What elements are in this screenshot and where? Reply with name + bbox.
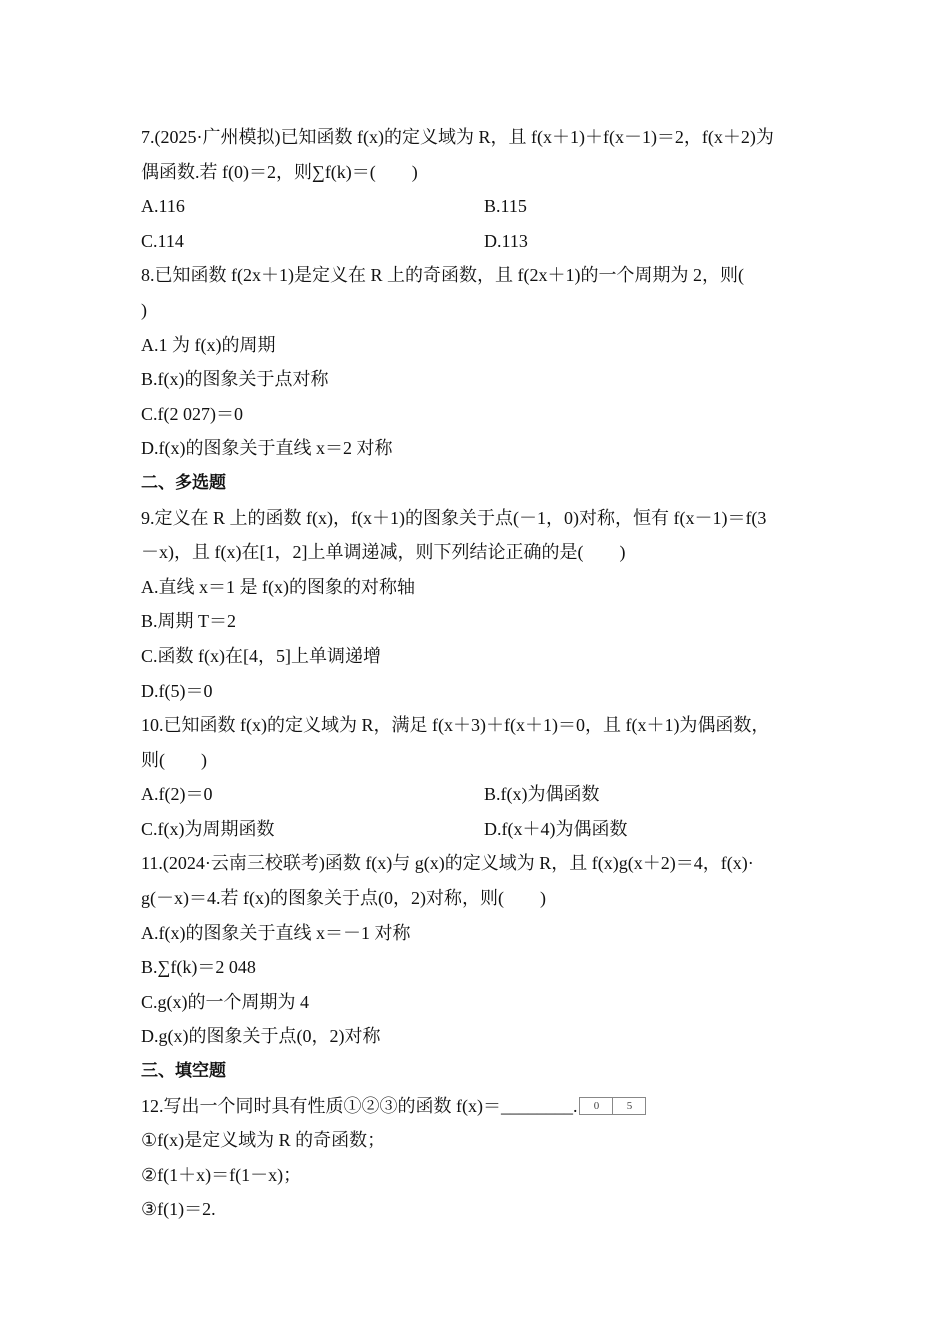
text-line: 10.已知函数 f(x)的定义域为 R，满足 f(x＋3)＋f(x＋1)＝0，且 f(x＋1)为偶函数， <box>141 715 770 736</box>
text-line: 8.已知函数 f(2x＋1)是定义在 R 上的奇函数，且 f(2x＋1)的一个周期为 2，则( <box>141 265 744 286</box>
document-page <box>141 120 813 1227</box>
option-right: D.113 <box>484 230 528 251</box>
option-row <box>141 812 813 847</box>
text-line: ②f(1＋x)＝f(1－x)； <box>141 1164 302 1185</box>
text-line: －x)，且 f(x)在[1，2]上单调递减，则下列结论正确的是( ) <box>141 542 626 563</box>
text-line: A.f(x)的图象关于直线 x＝－1 对称 <box>141 922 411 943</box>
text-line: D.f(5)＝0 <box>141 680 213 701</box>
option-left: A.f(2)＝0 <box>141 784 213 805</box>
option-row <box>141 777 813 812</box>
option-right: B.f(x)为偶函数 <box>484 784 600 805</box>
option-left: C.114 <box>141 230 184 251</box>
text-line: ③f(1)＝2. <box>141 1199 216 1220</box>
question-text: 12.写出一个同时具有性质①②③的函数 f(x)＝________. <box>141 1095 578 1116</box>
score-box <box>579 1097 646 1115</box>
option-row <box>141 224 813 259</box>
text-line: g(－x)＝4.若 f(x)的图象关于点(0，2)对称，则( ) <box>141 888 546 909</box>
text-line: D.f(x)的图象关于直线 x＝2 对称 <box>141 438 393 459</box>
text-line: 偶函数.若 f(0)＝2，则∑f(k)＝( ) <box>141 161 418 182</box>
text-line: ) <box>141 299 147 320</box>
score-cell: 5 <box>612 1098 645 1114</box>
text-line: B.周期 T＝2 <box>141 611 237 632</box>
section-heading: 三、填空题 <box>141 1061 226 1082</box>
text-line: 11.(2024·云南三校联考)函数 f(x)与 g(x)的定义域为 R，且 f(x)g(x＋2)＝4，f(x)· <box>141 853 754 874</box>
option-right: D.f(x＋4)为偶函数 <box>484 818 628 839</box>
text-line: C.g(x)的一个周期为 4 <box>141 991 309 1012</box>
text-line: D.g(x)的图象关于点(0，2)对称 <box>141 1026 381 1047</box>
question-line <box>141 1089 813 1124</box>
text-line: C.f(2 027)＝0 <box>141 403 243 424</box>
text-line: C.函数 f(x)在[4，5]上单调递增 <box>141 645 381 666</box>
text-line: 7.(2025·广州模拟)已知函数 f(x)的定义域为 R，且 f(x＋1)＋f(x－1)＝2，f(x＋2)为 <box>141 127 774 147</box>
text-line: ①f(x)是定义域为 R 的奇函数； <box>141 1130 386 1151</box>
section-heading: 二、多选题 <box>141 472 226 493</box>
text-line: B.∑f(k)＝2 048 <box>141 957 256 978</box>
option-left: A.116 <box>141 196 185 217</box>
text-line: 则( ) <box>141 749 207 770</box>
option-left: C.f(x)为周期函数 <box>141 818 275 839</box>
text-line: A.1 为 f(x)的周期 <box>141 334 276 355</box>
text-line: 9.定义在 R 上的函数 f(x)，f(x＋1)的图象关于点(－1，0)对称，恒有 f(x－1)＝f(3 <box>141 507 767 528</box>
score-cell: 0 <box>593 1099 600 1112</box>
text-line: A.直线 x＝1 是 f(x)的图象的对称轴 <box>141 576 415 597</box>
text-line: B.f(x)的图象关于点对称 <box>141 369 329 390</box>
option-right: B.115 <box>484 196 527 217</box>
option-row <box>141 189 813 224</box>
